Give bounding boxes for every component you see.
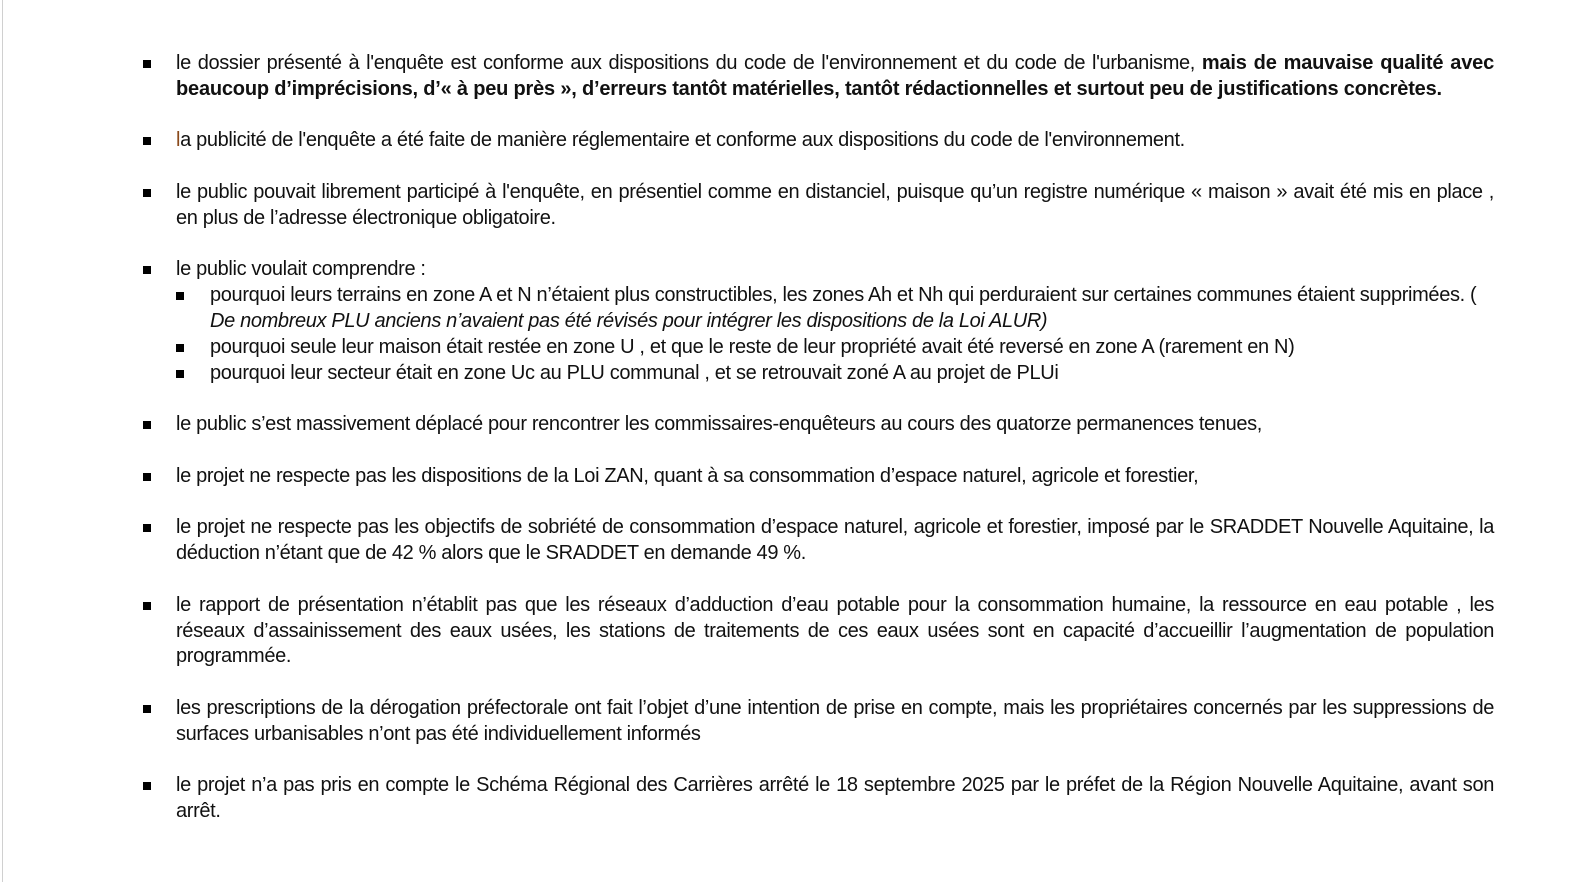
list-item	[143, 51, 1494, 103]
list-item	[143, 773, 1494, 825]
square-bullet-icon	[143, 705, 151, 713]
list-item	[143, 515, 1494, 567]
square-bullet-icon	[143, 524, 151, 532]
document-body	[143, 51, 1494, 825]
item-text: le projet ne respecte pas les dispositions de la Loi ZAN, quant à sa consommation d’espace naturel, agricole et forestier,	[176, 464, 1199, 487]
square-bullet-icon	[143, 266, 151, 274]
sub-item-text: pourquoi leurs terrains en zone A et N n’étaient plus constructibles, les zones Ah et Nh qui perduraient sur certaines communes étaient supprimées. (	[210, 284, 1477, 307]
item-text: les prescriptions de la dérogation préfectorale ont fait l’objet d’une intention de prise en compte, mais les propriétaires concernés par les suppressions de surfaces urbanisables n’ont pas été individuellement informés	[176, 696, 1494, 745]
sub-item-text: pourquoi seule leur maison était restée en zone U , et que le reste de leur propriété avait été reversé en zone A (rarement en N)	[210, 335, 1295, 358]
square-bullet-icon	[176, 344, 184, 352]
list-item	[143, 412, 1494, 438]
item-text: le public pouvait librement participé à l'enquête, en présentiel comme en distanciel, puisque qu’un registre numérique « maison » avait été mis en place , en plus de l’adresse électronique obligatoire.	[176, 180, 1494, 229]
list-item	[143, 180, 1494, 232]
square-bullet-icon	[143, 137, 151, 145]
item-text: le rapport de présentation n’établit pas que les réseaux d’adduction d’eau potable pour la consommation humaine, la ressource en eau potable , les réseaux d’assainissement des eaux usées, les stations de traitements de ces eaux usées sont en capacité d’accueillir l’augmentation de population programmée.	[176, 593, 1494, 668]
square-bullet-icon	[176, 292, 184, 300]
findings-list	[143, 51, 1494, 825]
sub-item-text: pourquoi leur secteur était en zone Uc au PLU communal , et se retrouvait zoné A au projet de PLUi	[210, 361, 1059, 384]
square-bullet-icon	[176, 370, 184, 378]
item-text: a publicité de l'enquête a été faite de manière réglementaire et conforme aux dispositions du code de l'environnement.	[180, 129, 1185, 152]
item-bold-text: mais de mauvaise qualité avec beaucoup d’imprécisions, d’« à peu près », d’erreurs tantôt matérielles, tantôt rédactionnelles et surtout peu de justifications concrètes.	[176, 52, 1494, 100]
item-first-letter: l	[176, 129, 181, 152]
list-item	[143, 257, 1494, 386]
sub-list	[176, 283, 1494, 386]
sub-list-item	[176, 335, 1494, 361]
square-bullet-icon	[143, 602, 151, 610]
page-edge-divider	[2, 0, 3, 882]
list-item	[143, 464, 1494, 490]
square-bullet-icon	[143, 473, 151, 481]
square-bullet-icon	[143, 782, 151, 790]
square-bullet-icon	[143, 60, 151, 68]
sub-list-item	[176, 283, 1494, 335]
item-text: le projet ne respecte pas les objectifs de sobriété de consommation d’espace naturel, agricole et forestier, imposé par le SRADDET Nouvelle Aquitaine, la déduction n’étant que de 42 % alors que le SRADDET en demande 49 %.	[176, 516, 1494, 565]
sub-list-item	[176, 361, 1494, 387]
item-text: le dossier présenté à l'enquête est conforme aux dispositions du code de l'environnement et du code de l'urbanisme,	[176, 52, 1202, 74]
item-text: le public voulait comprendre :	[176, 258, 426, 281]
item-text: le public s’est massivement déplacé pour rencontrer les commissaires-enquêteurs au cours des quatorze permanences tenues,	[176, 413, 1263, 436]
sub-item-italic-text: De nombreux PLU anciens n’avaient pas été révisés pour intégrer les dispositions de la Loi ALUR)	[210, 309, 1048, 332]
list-item	[143, 696, 1494, 748]
list-item	[143, 593, 1494, 670]
square-bullet-icon	[143, 189, 151, 197]
item-text: le projet n’a pas pris en compte le Schéma Régional des Carrières arrêté le 18 septembre 2025 par le préfet de la Région Nouvelle Aquitaine, avant son arrêt.	[176, 774, 1494, 823]
square-bullet-icon	[143, 421, 151, 429]
list-item	[143, 128, 1494, 154]
